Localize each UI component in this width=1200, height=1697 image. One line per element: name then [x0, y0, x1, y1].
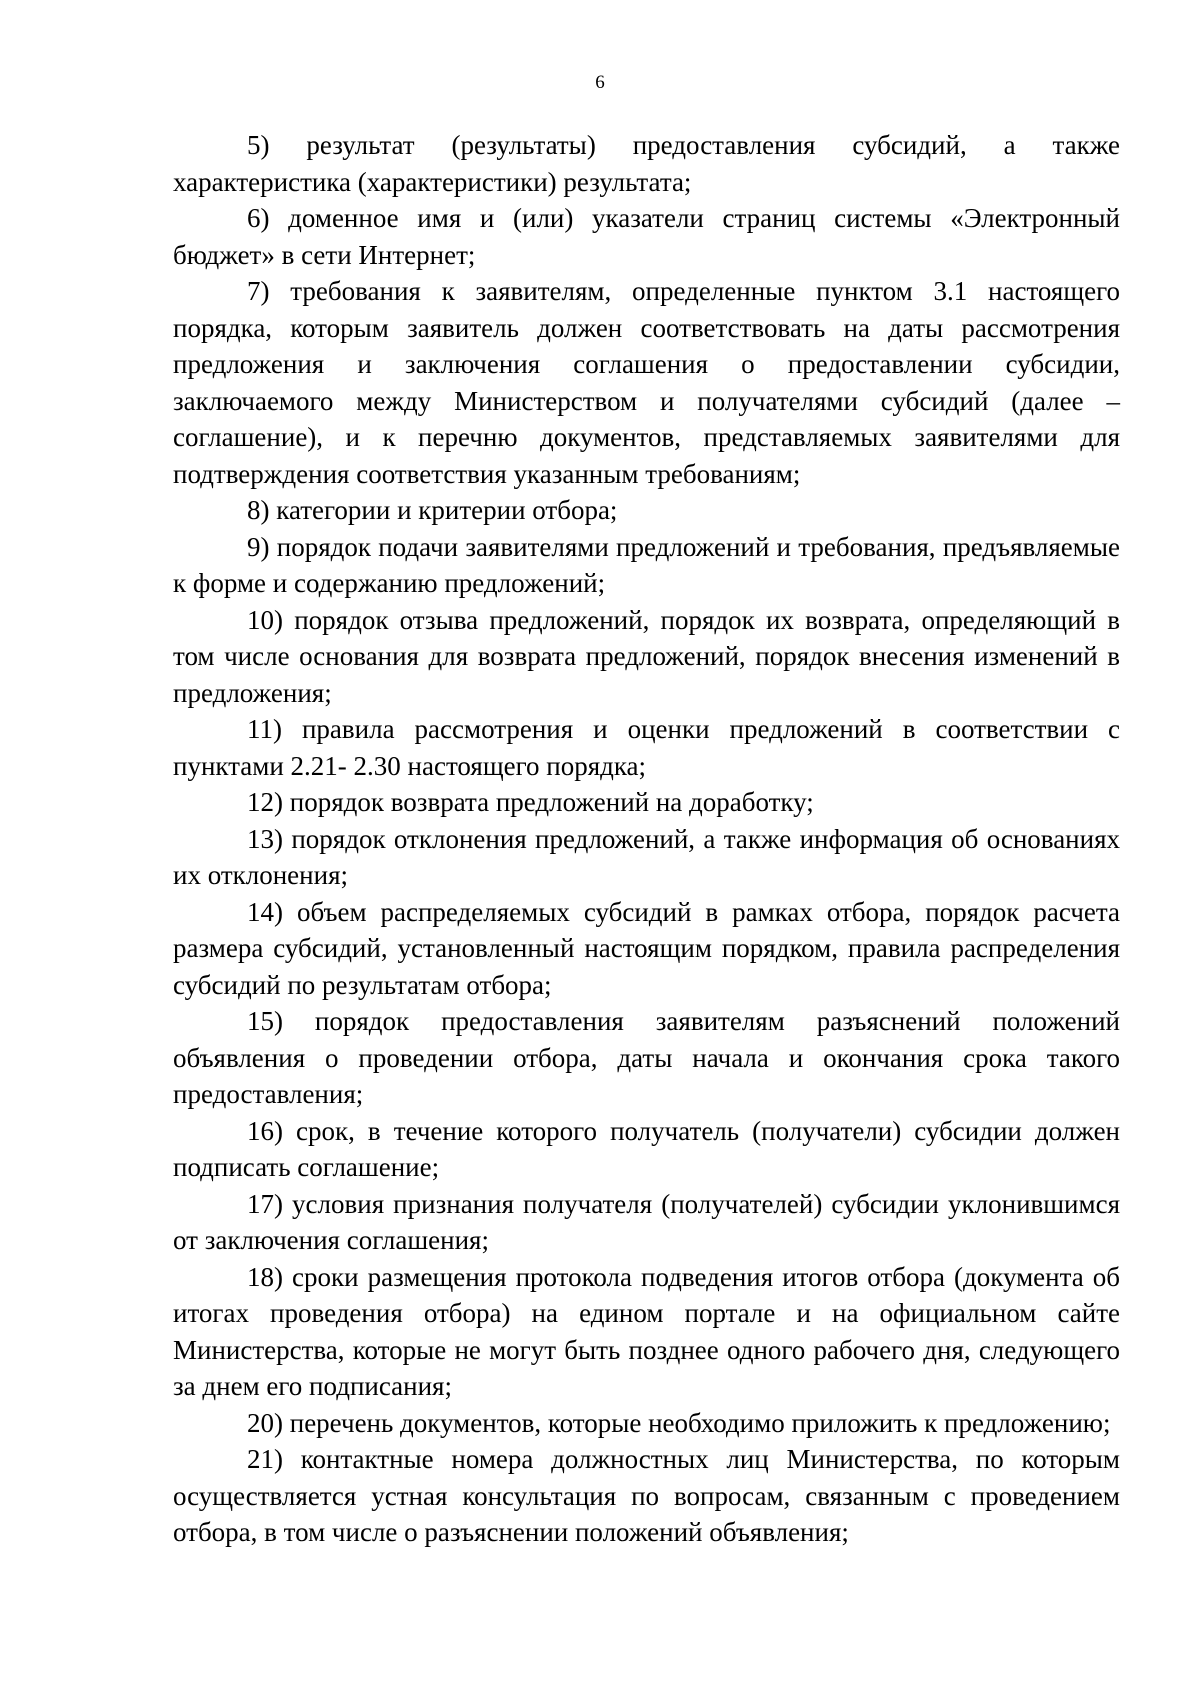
- list-item-17: 17) условия признания получателя (получателей) субсидии уклонившимся от заключения соглашения;: [173, 1188, 1120, 1255]
- list-item-13: 13) порядок отклонения предложений, а также информация об основаниях их отклонения;: [173, 823, 1120, 890]
- list-item-14: 14) объем распределяемых субсидий в рамках отбора, порядок расчета размера субсидий, установленный настоящим порядком, правила распределения субсидий по результатам отбора;: [173, 896, 1120, 1000]
- list-item-12: 12) порядок возврата предложений на доработку;: [247, 787, 814, 817]
- list-item-16: 16) срок, в течение которого получатель (получатели) субсидии должен подписать соглашение;: [173, 1115, 1120, 1182]
- list-item-15: 15) порядок предоставления заявителям разъяснений положений объявления о проведении отбора, даты начала и окончания срока такого предоставления;: [173, 1006, 1120, 1109]
- list-item-7: 7) требования к заявителям, определенные пунктом 3.1 настоящего порядка, которым заявитель должен соответствовать на даты рассмотрения предложения и заключения соглашения о предоставлении субсидии, заключаемого между Министерством и получателями субсидий (далее – соглашение), и к перечню документов, представляемых заявителями для подтверждения соответствия указанным требованиям;: [173, 276, 1120, 489]
- list-item-6: 6) доменное имя и (или) указатели страниц системы «Электронный бюджет» в сети Интернет;: [173, 203, 1120, 270]
- list-item-9: 9) порядок подачи заявителями предложений и требования, предъявляемые к форме и содержанию предложений;: [173, 531, 1120, 598]
- document-body: [173, 127, 1120, 1551]
- list-item-8: 8) категории и критерии отбора;: [247, 495, 618, 525]
- list-item-11: 11) правила рассмотрения и оценки предложений в соответствии с пунктами 2.21- 2.30 настоящего порядка;: [173, 714, 1120, 781]
- list-item-5: 5) результат (результаты) предоставления субсидий, а также характеристика (характеристики) результата;: [173, 130, 1120, 197]
- list-item-21: 21) контактные номера должностных лиц Министерства, по которым осуществляется устная консультация по вопросам, связанным с проведением отбора, в том числе о разъяснении положений объявления;: [173, 1444, 1120, 1547]
- list-item-20: 20) перечень документов, которые необходимо приложить к предложению;: [247, 1407, 1111, 1438]
- list-item-18: 18) сроки размещения протокола подведения итогов отбора (документа об итогах проведения отбора) на едином портале и на официальном сайте Министерства, которые не могут быть позднее одного рабочего дня, следующего за днем его подписания;: [173, 1261, 1120, 1401]
- list-item-10: 10) порядок отзыва предложений, порядок их возврата, определяющий в том числе основания для возврата предложений, порядок внесения изменений в предложения;: [173, 604, 1120, 708]
- page-number: 6: [595, 72, 605, 93]
